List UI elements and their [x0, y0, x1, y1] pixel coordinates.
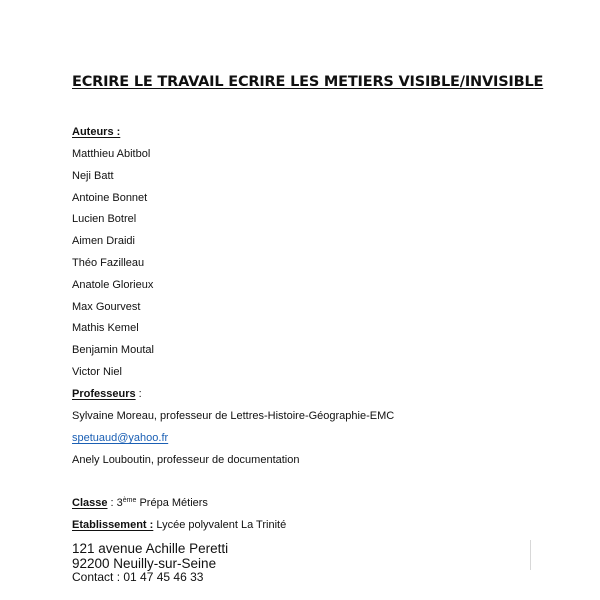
- class-grade-number: 3: [116, 497, 123, 509]
- school-value: Lycée polyvalent La Trinité: [153, 519, 287, 531]
- author-name: Lucien Botrel: [72, 213, 137, 226]
- address-street: 121 avenue Achille Peretti: [72, 541, 229, 556]
- class-label: Classe: [72, 497, 108, 509]
- author-name: Victor Niel: [72, 365, 122, 378]
- author-name: Anatole Glorieux: [72, 278, 154, 291]
- document-title: ECRIRE LE TRAVAIL ECRIRE LES METIERS VISIBLE/INVISIBLE: [72, 74, 544, 90]
- author-name: Neji Batt: [72, 169, 114, 182]
- author-name: Aimen Draidi: [72, 235, 135, 248]
- author-name: Mathis Kemel: [72, 322, 139, 335]
- author-name: Max Gourvest: [72, 300, 141, 313]
- professor-moreau: Sylvaine Moreau, professeur de Lettres-Histoire-Géographie-EMC: [72, 410, 395, 422]
- authors-list: [72, 147, 154, 387]
- professor-email-link[interactable]: spetuaud@yahoo.fr: [72, 432, 169, 444]
- author-name: Matthieu Abitbol: [72, 148, 151, 160]
- author-name: Antoine Bonnet: [72, 191, 148, 204]
- professors-separator: :: [135, 388, 142, 400]
- author-name: Théo Fazilleau: [72, 256, 145, 269]
- professors-heading: [72, 387, 142, 401]
- professor-louboutin: Anely Louboutin, professeur de documentation: [72, 454, 300, 466]
- address-contact: Contact : 01 47 45 46 33: [72, 570, 204, 584]
- authors-heading: [72, 125, 120, 139]
- authors-label: Auteurs :: [72, 126, 121, 138]
- author-name: Benjamin Moutal: [72, 344, 154, 357]
- class-grade-superscript: ème: [122, 497, 137, 504]
- professors-label: Professeurs: [72, 388, 136, 400]
- class-value: Prépa Métiers: [136, 497, 208, 509]
- address-city: 92200 Neuilly-sur-Seine: [72, 556, 217, 571]
- school-label: Etablissement :: [72, 519, 154, 531]
- professor-email-line: [72, 431, 168, 445]
- class-separator: :: [107, 497, 117, 509]
- school-line: [72, 518, 286, 532]
- class-line: [72, 496, 208, 510]
